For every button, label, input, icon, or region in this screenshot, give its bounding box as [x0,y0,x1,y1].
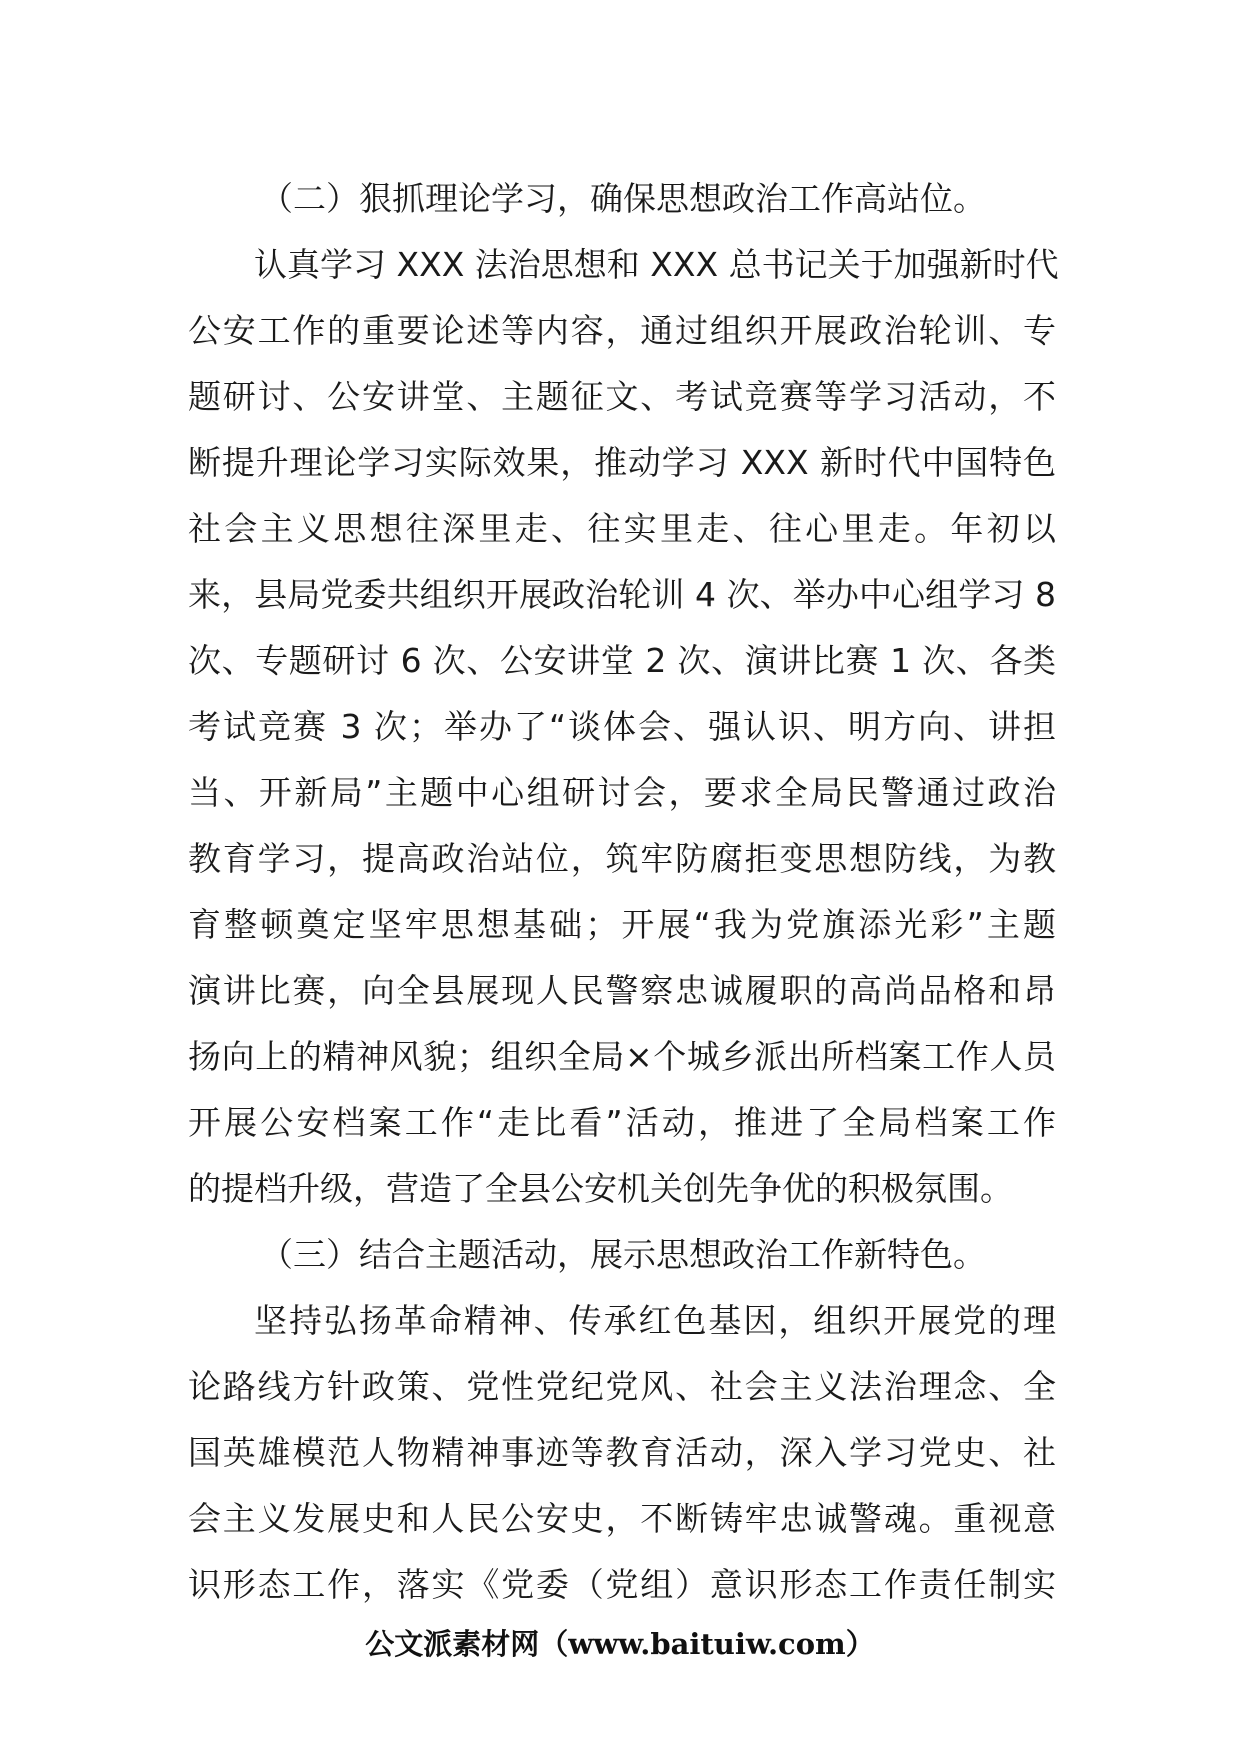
paragraph-line: 来，县局党委共组织开展政治轮训 4 次、举办中心组学习 8 [188,575,1056,614]
document-body [188,166,1059,1618]
paragraph-line: 社会主义思想往深里走、往实里走、往心里走。年初以 [188,509,1056,548]
paragraph-line: 开展公安档案工作“走比看”活动，推进了全局档案工作 [188,1103,1056,1142]
paragraph-line: 考试竞赛 3 次；举办了“谈体会、强认识、明方向、讲担 [188,707,1056,746]
section-paragraph-2 [188,232,1059,1222]
paragraph-line: 公安工作的重要论述等内容，通过组织开展政治轮训、专 [188,311,1056,350]
paragraph-line: 坚持弘扬革命精神、传承红色基因，组织开展党的理 [254,1301,1056,1340]
section-paragraph-3 [188,1288,1056,1618]
paragraph-line: 育整顿奠定坚牢思想基础；开展“我为党旗添光彩”主题 [188,905,1056,944]
paragraph-line: 会主义发展史和人民公安史，不断铸牢忠诚警魂。重视意 [188,1499,1056,1538]
paragraph-line: 认真学习 XXX 法治思想和 XXX 总书记关于加强新时代 [254,245,1059,284]
paragraph-line: 的提档升级，营造了全县公安机关创先争优的积极氛围。 [188,1169,1013,1208]
paragraph-line: 识形态工作，落实《党委（党组）意识形态工作责任制实 [188,1565,1056,1604]
footer-watermark: 公文派素材网（www.baituiw.com） [365,1627,875,1661]
paragraph-line: 教育学习，提高政治站位，筑牢防腐拒变思想防线，为教 [188,839,1056,878]
paragraph-line: 国英雄模范人物精神事迹等教育活动，深入学习党史、社 [188,1433,1056,1472]
paragraph-line: 当、开新局”主题中心组研讨会，要求全局民警通过政治 [188,773,1056,812]
paragraph-line: 次、专题研讨 6 次、公安讲堂 2 次、演讲比赛 1 次、各类 [188,641,1056,680]
paragraph-line: 题研讨、公安讲堂、主题征文、考试竞赛等学习活动，不 [188,377,1056,416]
section-heading-2: （二）狠抓理论学习，确保思想政治工作高站位。 [260,179,986,218]
paragraph-line: 断提升理论学习实际效果，推动学习 XXX 新时代中国特色 [188,443,1056,482]
paragraph-line: 论路线方针政策、党性党纪党风、社会主义法治理念、全 [188,1367,1056,1406]
section-heading-3: （三）结合主题活动，展示思想政治工作新特色。 [260,1235,986,1274]
paragraph-line: 演讲比赛，向全县展现人民警察忠诚履职的高尚品格和昂 [188,971,1056,1010]
paragraph-line: 扬向上的精神风貌；组织全局×个城乡派出所档案工作人员 [188,1037,1056,1076]
